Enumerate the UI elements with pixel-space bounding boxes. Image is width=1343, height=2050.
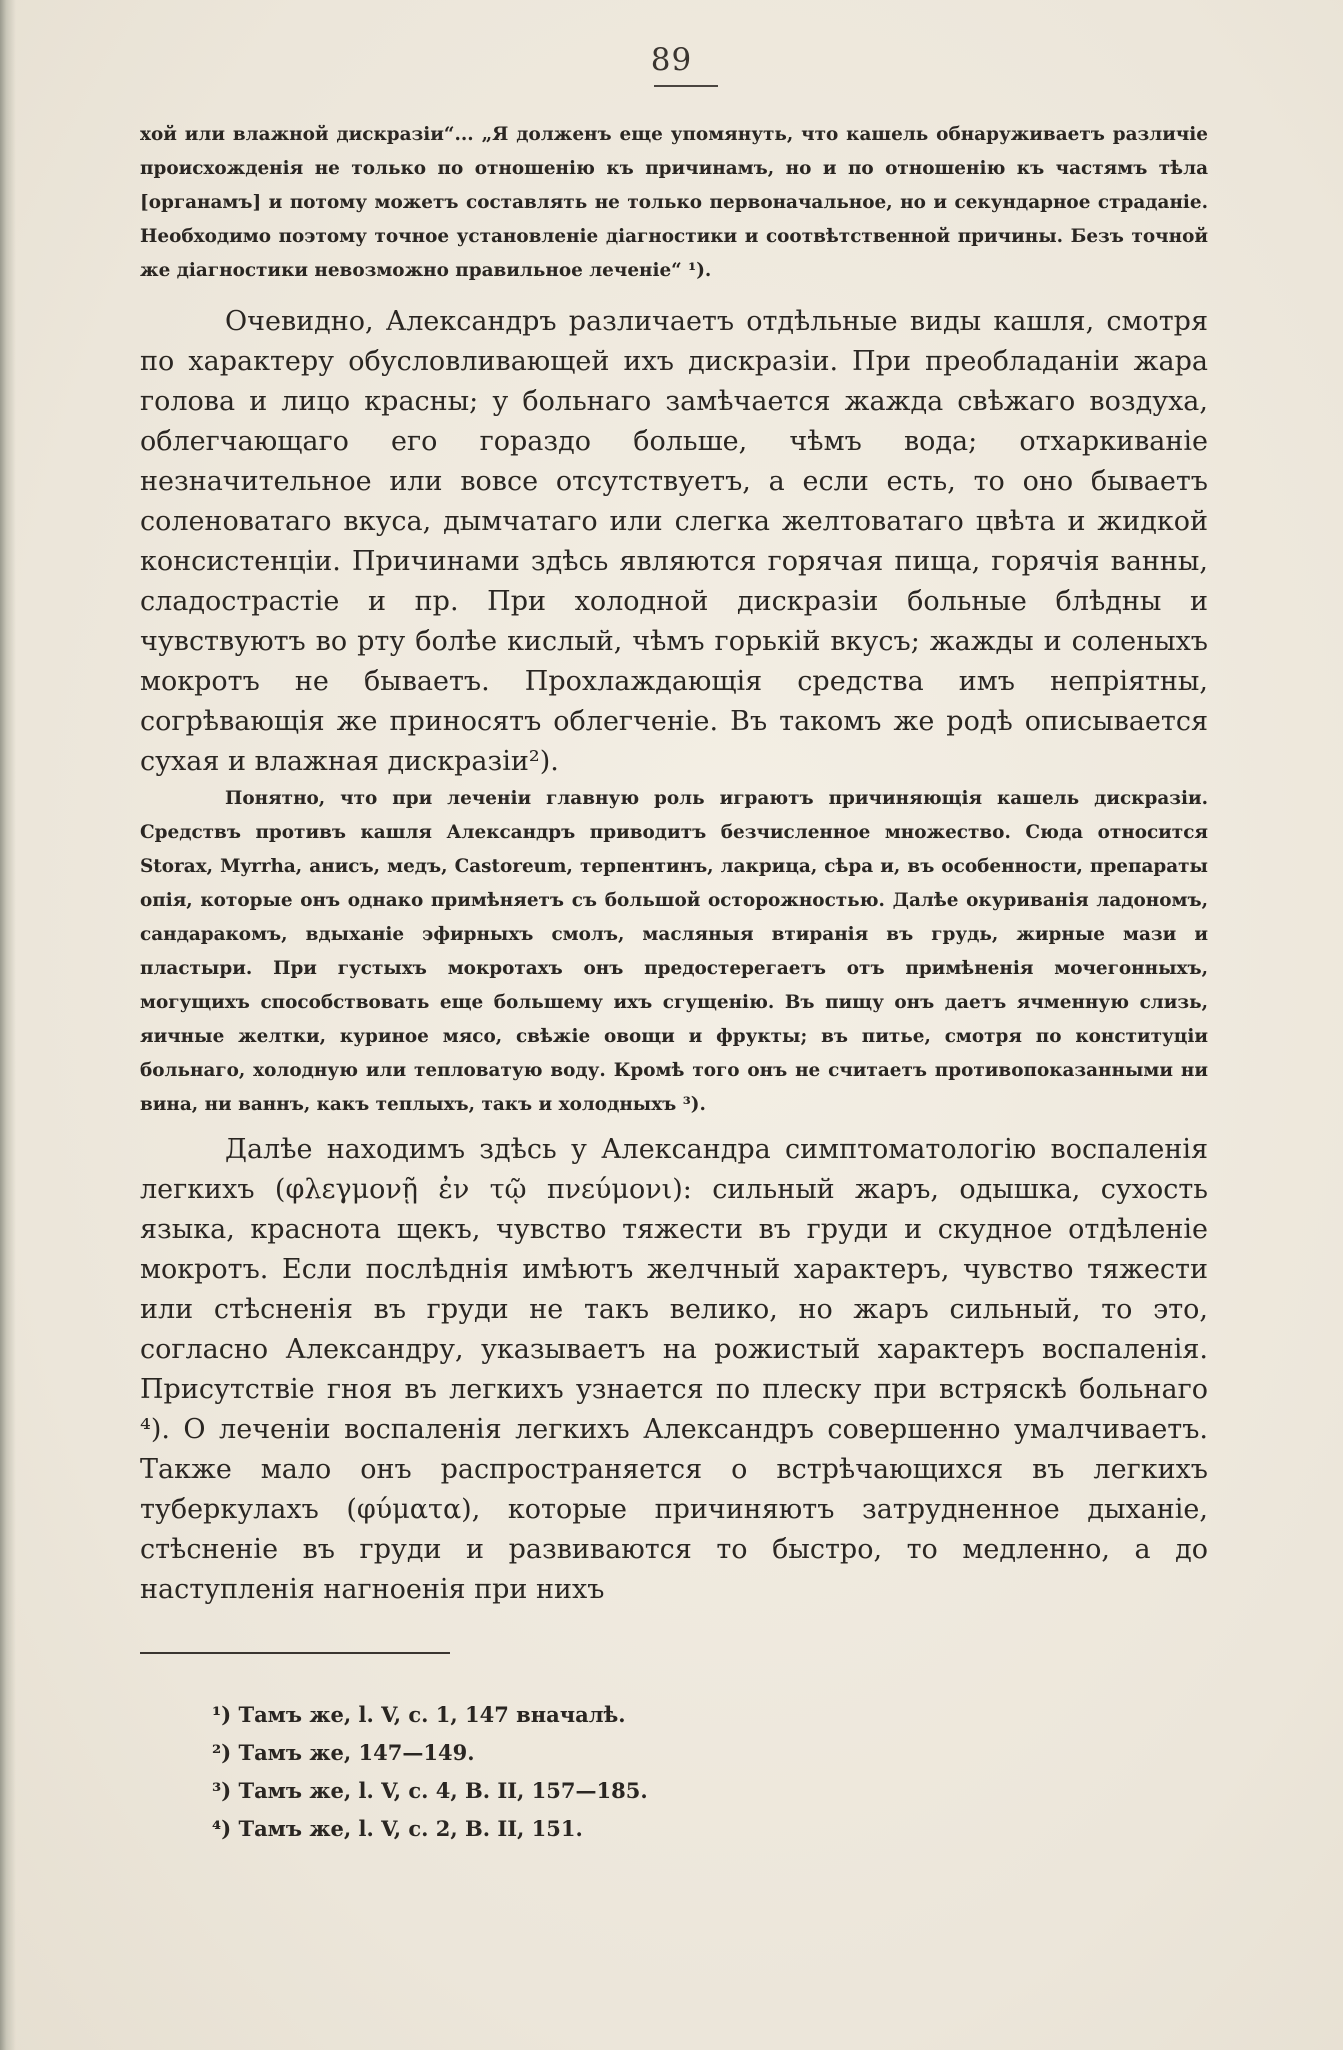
- footnote-separator: [140, 1652, 450, 1654]
- paragraph-treatment: Понятно, что при леченіи главную роль играютъ причиняющія кашель дискразіи. Средствъ противъ кашля Александръ приводитъ безчисленное множество. Сюда относится Storax, Myrrha, анисъ, медъ, Castoreum, терпентинъ, лакрица, сѣра и, въ особенности, препараты опія, которые онъ однако примѣняетъ съ большой осторожностью. Далѣе окуриванія ладономъ, сандаракомъ, вдыханіе эфирныхъ смолъ, масляныя втиранія въ грудь, жирные мази и пластыри. При густыхъ мокротахъ онъ предостерегаетъ отъ примѣненія мочегонныхъ, могущихъ способствовать еще большему ихъ сгущенію. Въ пищу онъ даетъ ячменную слизь, яичные желтки, куриное мясо, свѣжіе овощи и фрукты; въ питье, смотря по конституціи больнаго, холодную или тепловатую воду. Кромѣ того онъ не считаетъ противопоказанными ни вина, ни ваннъ, какъ теплыхъ, такъ и холодныхъ ³).: [140, 788, 1208, 1115]
- footnotes: [212, 1696, 648, 1848]
- page-binding-edge: [0, 0, 16, 2050]
- footnote-3: ³) Тамъ же, l. V, c. 4, B. II, 157—185.: [212, 1778, 648, 1803]
- paragraph-cough-types: Очевидно, Александръ различаетъ отдѣльные виды кашля, смотря по характеру обусловливающей ихъ дискразіи. При преобладаніи жара голова и лицо красны; у больнаго замѣчается жажда свѣжаго воздуха, облегчающаго его гораздо больше, чѣмъ вода; отхаркиваніе незначительное или вовсе отсутствуетъ, а если есть, то оно бываетъ соленоватаго вкуса, дымчатаго или слегка желтоватаго цвѣта и жидкой консистенціи. Причинами здѣсь являются горячая пища, горячія ванны, сладострастіе и пр. При холодной дискразіи больные блѣдны и чувствуютъ во рту болѣе кислый, чѣмъ горькій вкусъ; жажды и соленыхъ мокротъ не бываетъ. Прохлаждающія средства имъ непріятны, согрѣвающія же приносятъ облегченіе. Въ такомъ же родѣ описывается сухая и влажная дискразіи²).: [140, 306, 1208, 777]
- paragraph-pneumonia: Далѣе находимъ здѣсь у Александра симптоматологію воспаленія легкихъ (φλεγμονῇ ἐν τῷ πνεύμονι): сильный жаръ, одышка, сухость языка, краснота щекъ, чувство тяжести въ груди и скудное отдѣленіе мокротъ. Если послѣднія имѣютъ желчный характеръ, чувство тяжести или стѣсненія въ груди не такъ велико, но жаръ сильный, то это, согласно Александру, указываетъ на рожистый характеръ воспаленія. Присутствіе гноя въ легкихъ узнается по плеску при встряскѣ больнаго ⁴). О леченіи воспаленія легкихъ Александръ совершенно умалчиваетъ. Также мало онъ распространяется о встрѣчающихся въ легкихъ туберкулахъ (φύματα), которые причиняютъ затрудненное дыханіе, стѣсненіе въ груди и развиваются то быстро, то медленно, а до наступленія нагноенія при нихъ: [140, 1134, 1208, 1605]
- page-number: 89: [650, 42, 693, 78]
- footnote-2: ²) Тамъ же, 147—149.: [212, 1740, 475, 1765]
- paragraph-quote-end: хой или влажной дискразіи“... „Я долженъ еще упомянуть, что кашель обнаруживаетъ различіе происхожденія не только по отношенію къ причинамъ, но и по отношенію къ частямъ тѣла [органамъ] и потому можетъ составлять не только первоначальное, но и секундарное страданіе. Необходимо поэтому точное установленіе діагностики и соотвѣтственной причины. Безъ точной же діагностики невозможно правильное леченіе“ ¹).: [140, 124, 1208, 281]
- footnote-1: ¹) Тамъ же, l. V, c. 1, 147 вначалѣ.: [212, 1702, 626, 1727]
- page-number-underline: [654, 85, 718, 87]
- footnote-4: ⁴) Тамъ же, l. V, c. 2, B. II, 151.: [212, 1816, 583, 1841]
- body-text: [140, 118, 1208, 1610]
